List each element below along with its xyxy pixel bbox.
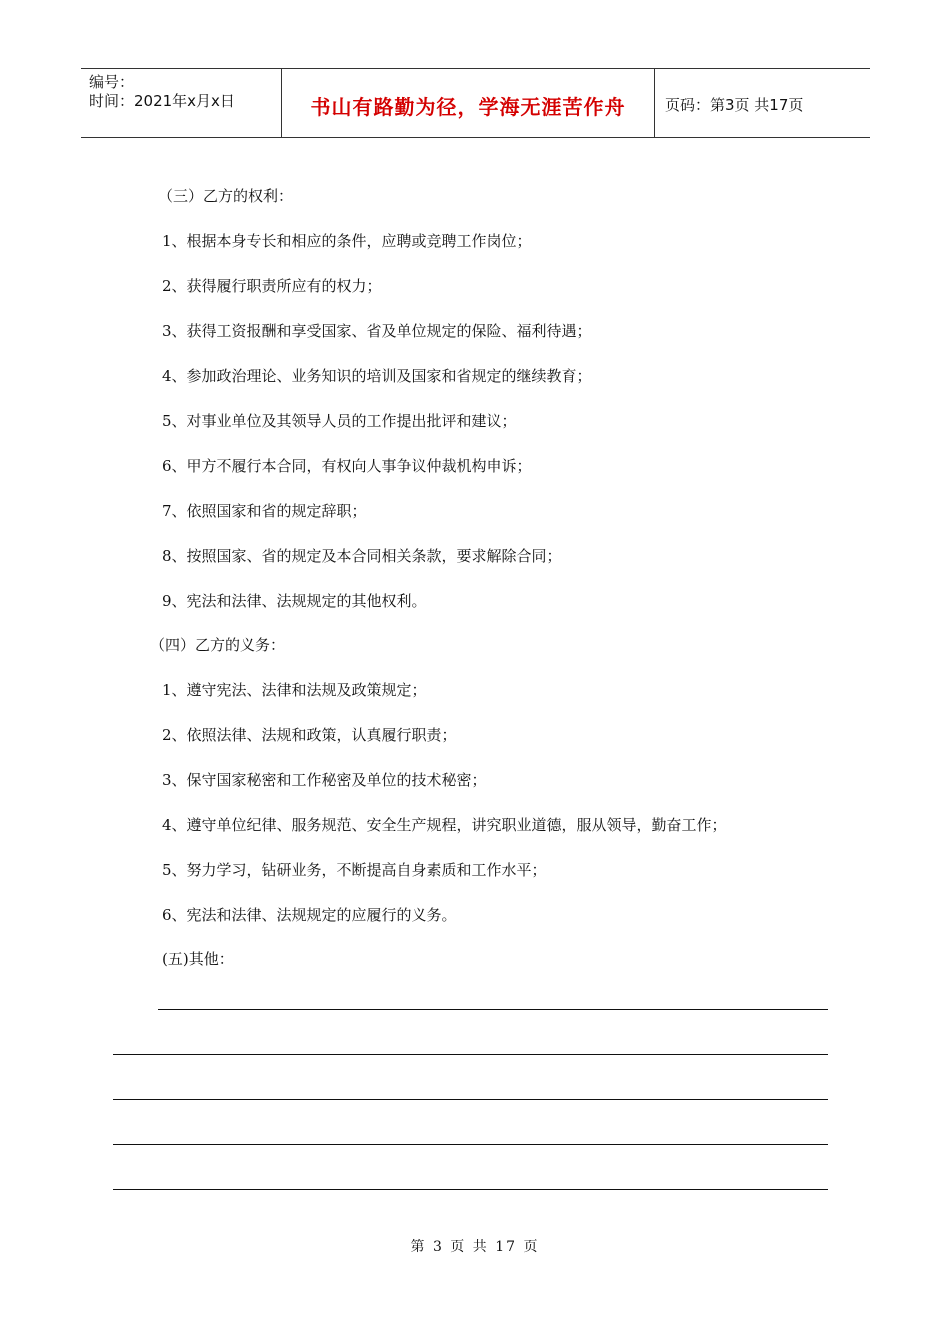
list-item: 1、遵守宪法、法律和法规及政策规定； [162, 681, 427, 699]
list-item: 1、根据本身专长和相应的条件，应聘或竞聘工作岗位； [162, 232, 532, 250]
blank-line[interactable] [113, 1189, 828, 1190]
list-item: 3、保守国家秘密和工作秘密及单位的技术秘密； [162, 771, 487, 789]
blank-line[interactable] [113, 1054, 828, 1055]
blank-line[interactable] [113, 1144, 828, 1145]
list-item: 7、依照国家和省的规定辞职； [162, 502, 367, 520]
header-divider [654, 69, 655, 137]
list-item: 8、按照国家、省的规定及本合同相关条款，要求解除合同； [162, 547, 562, 565]
list-item: 4、遵守单位纪律、服务规范、安全生产规程，讲究职业道德，服从领导，勤奋工作； [162, 816, 727, 834]
list-item: 4、参加政治理论、业务知识的培训及国家和省规定的继续教育； [162, 367, 592, 385]
list-item: 9、宪法和法律、法规规定的其他权利。 [162, 592, 427, 610]
time-label: 时间：2021年x月x日 [89, 92, 235, 110]
list-item: 5、努力学习，钻研业务，不断提高自身素质和工作水平； [162, 861, 547, 879]
section-heading-obligations: （四）乙方的义务： [150, 636, 286, 654]
header-motto: 书山有路勤为径，学海无涯苦作舟 [310, 94, 626, 119]
list-item: 3、获得工资报酬和享受国家、省及单位规定的保险、福利待遇； [162, 322, 592, 340]
list-item: 6、甲方不履行本合同，有权向人事争议仲裁机构申诉； [162, 457, 532, 475]
header-meta [89, 73, 235, 111]
section-heading-rights: （三）乙方的权利： [158, 187, 294, 205]
serial-label: 编号： [89, 73, 135, 91]
header-page-number: 页码：第3页 共17页 [665, 95, 804, 114]
blank-line[interactable] [158, 1009, 828, 1010]
section-heading-other: (五)其他： [162, 950, 234, 968]
blank-line[interactable] [113, 1099, 828, 1100]
page-header [81, 68, 870, 138]
list-item: 2、获得履行职责所应有的权力； [162, 277, 382, 295]
page-footer: 第 3 页 共 17 页 [410, 1239, 540, 1255]
list-item: 5、对事业单位及其领导人员的工作提出批评和建议； [162, 412, 517, 430]
list-item: 6、宪法和法律、法规规定的应履行的义务。 [162, 906, 457, 924]
list-item: 2、依照法律、法规和政策，认真履行职责； [162, 726, 457, 744]
